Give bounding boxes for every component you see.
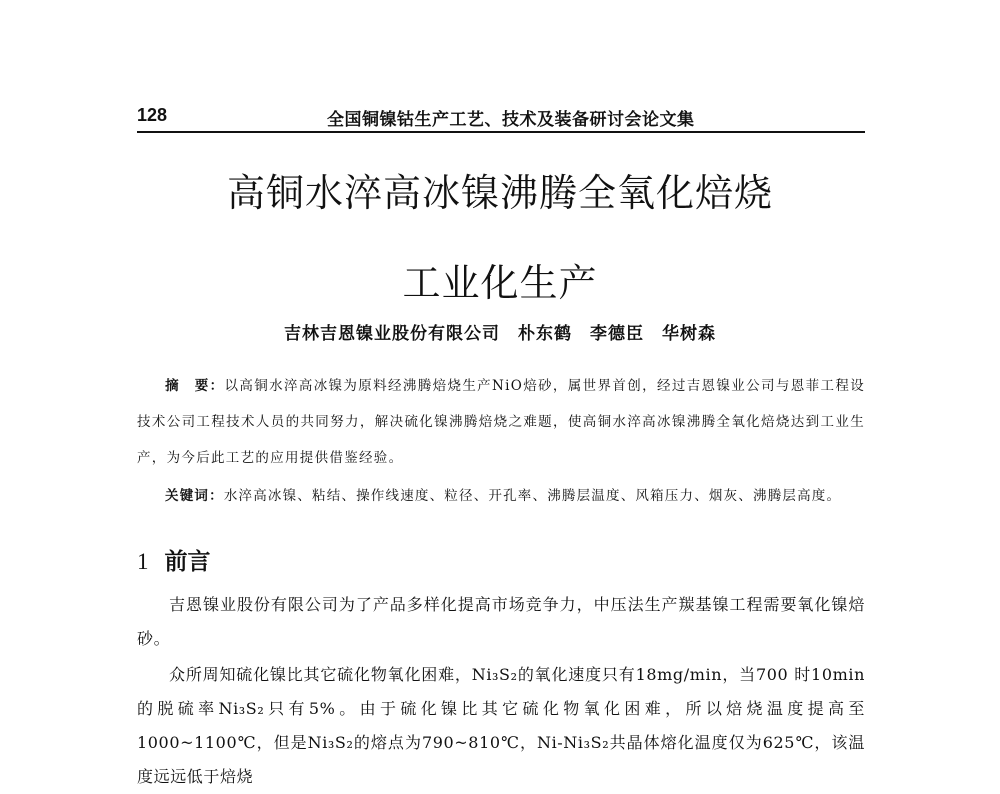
abstract xyxy=(137,368,865,476)
section-heading xyxy=(137,543,211,576)
paragraph: 吉恩镍业股份有限公司为了产品多样化提高市场竞争力，中压法生产羰基镍工程需要氧化镍焙砂。 xyxy=(137,595,865,648)
body-text xyxy=(137,588,865,794)
running-title: 全国铜镍钴生产工艺、技术及装备研讨会论文集 xyxy=(327,110,695,130)
page-number: 128 xyxy=(137,105,168,125)
keywords-text: 水淬高冰镍、粘结、操作线速度、粒径、开孔率、沸腾层温度、风箱压力、烟灰、沸腾层高度。 xyxy=(223,488,842,504)
authors: 吉林吉恩镍业股份有限公司 朴东鹤 李德臣 华树森 xyxy=(284,324,716,344)
keywords-label: 关键词： xyxy=(165,488,224,504)
abstract-label: 摘 要： xyxy=(165,378,225,394)
paper-title-line-1: 高铜水淬高冰镍沸腾全氧化焙烧 xyxy=(226,171,773,215)
keywords xyxy=(165,484,865,504)
section-number: 1 xyxy=(137,549,149,574)
paragraph: 众所周知硫化镍比其它硫化物氧化困难，Ni₃S₂的氧化速度只有18mg/min，当700 时10min的脱硫率Ni₃S₂只有5%。由于硫化镍比其它硫化物氧化困难，所以焙烧温度提高至1000~1100℃，但是Ni₃S₂的熔点为790~810℃，Ni-Ni₃S₂共晶体熔化温度仅为625℃，该温度远远低于焙烧 xyxy=(137,665,865,786)
abstract-text: 以高铜水淬高冰镍为原料经沸腾焙烧生产NiO焙砂，属世界首创，经过吉恩镍业公司与恩菲工程设技术公司工程技术人员的共同努力，解决硫化镍沸腾焙烧之难题，使高铜水淬高冰镍沸腾全氧化焙烧达到工业生产，为今后此工艺的应用提供借鉴经验。 xyxy=(137,378,865,466)
page-header xyxy=(137,103,865,133)
section-title: 前言 xyxy=(164,549,211,575)
paper-title-line-2: 工业化生产 xyxy=(402,261,598,305)
